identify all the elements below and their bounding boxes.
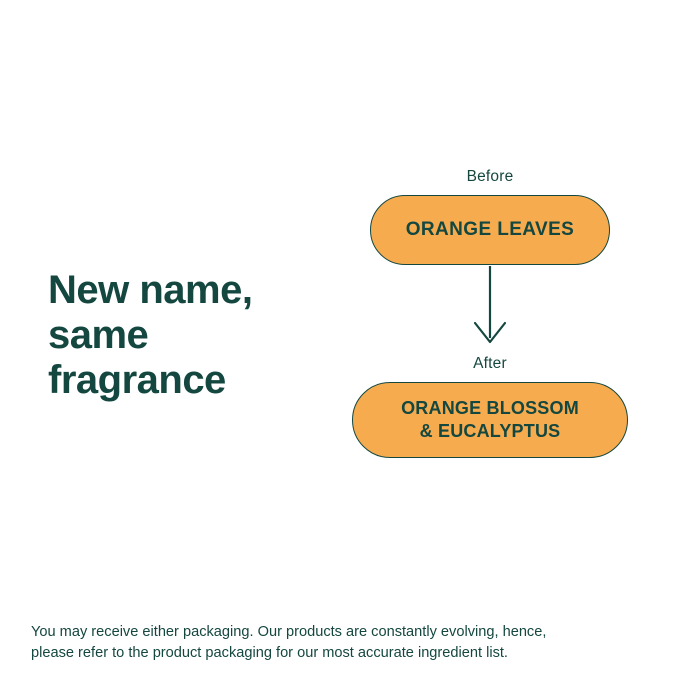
after-label: After (473, 355, 507, 372)
after-pill-text-line-1: ORANGE BLOSSOM (401, 397, 579, 418)
footnote (31, 622, 651, 663)
rename-diagram (340, 168, 640, 458)
before-pill-text: ORANGE LEAVES (405, 219, 575, 240)
footnote-line-2: please refer to the product packaging for our most accurate ingredient list. (31, 644, 508, 661)
after-pill (352, 382, 628, 458)
down-arrow-icon (470, 266, 510, 352)
page-title (48, 268, 338, 402)
headline-line-1: New name, (48, 268, 253, 312)
after-pill-text-line-2: & EUCALYPTUS (419, 421, 561, 441)
footnote-line-1: You may receive either packaging. Our products are constantly evolving, hence, (31, 624, 547, 640)
headline-line-2: same (48, 312, 149, 357)
before-pill (370, 195, 610, 265)
arrow-container (340, 265, 640, 353)
headline-line-3: fragrance (48, 357, 226, 402)
before-label: Before (466, 168, 514, 185)
